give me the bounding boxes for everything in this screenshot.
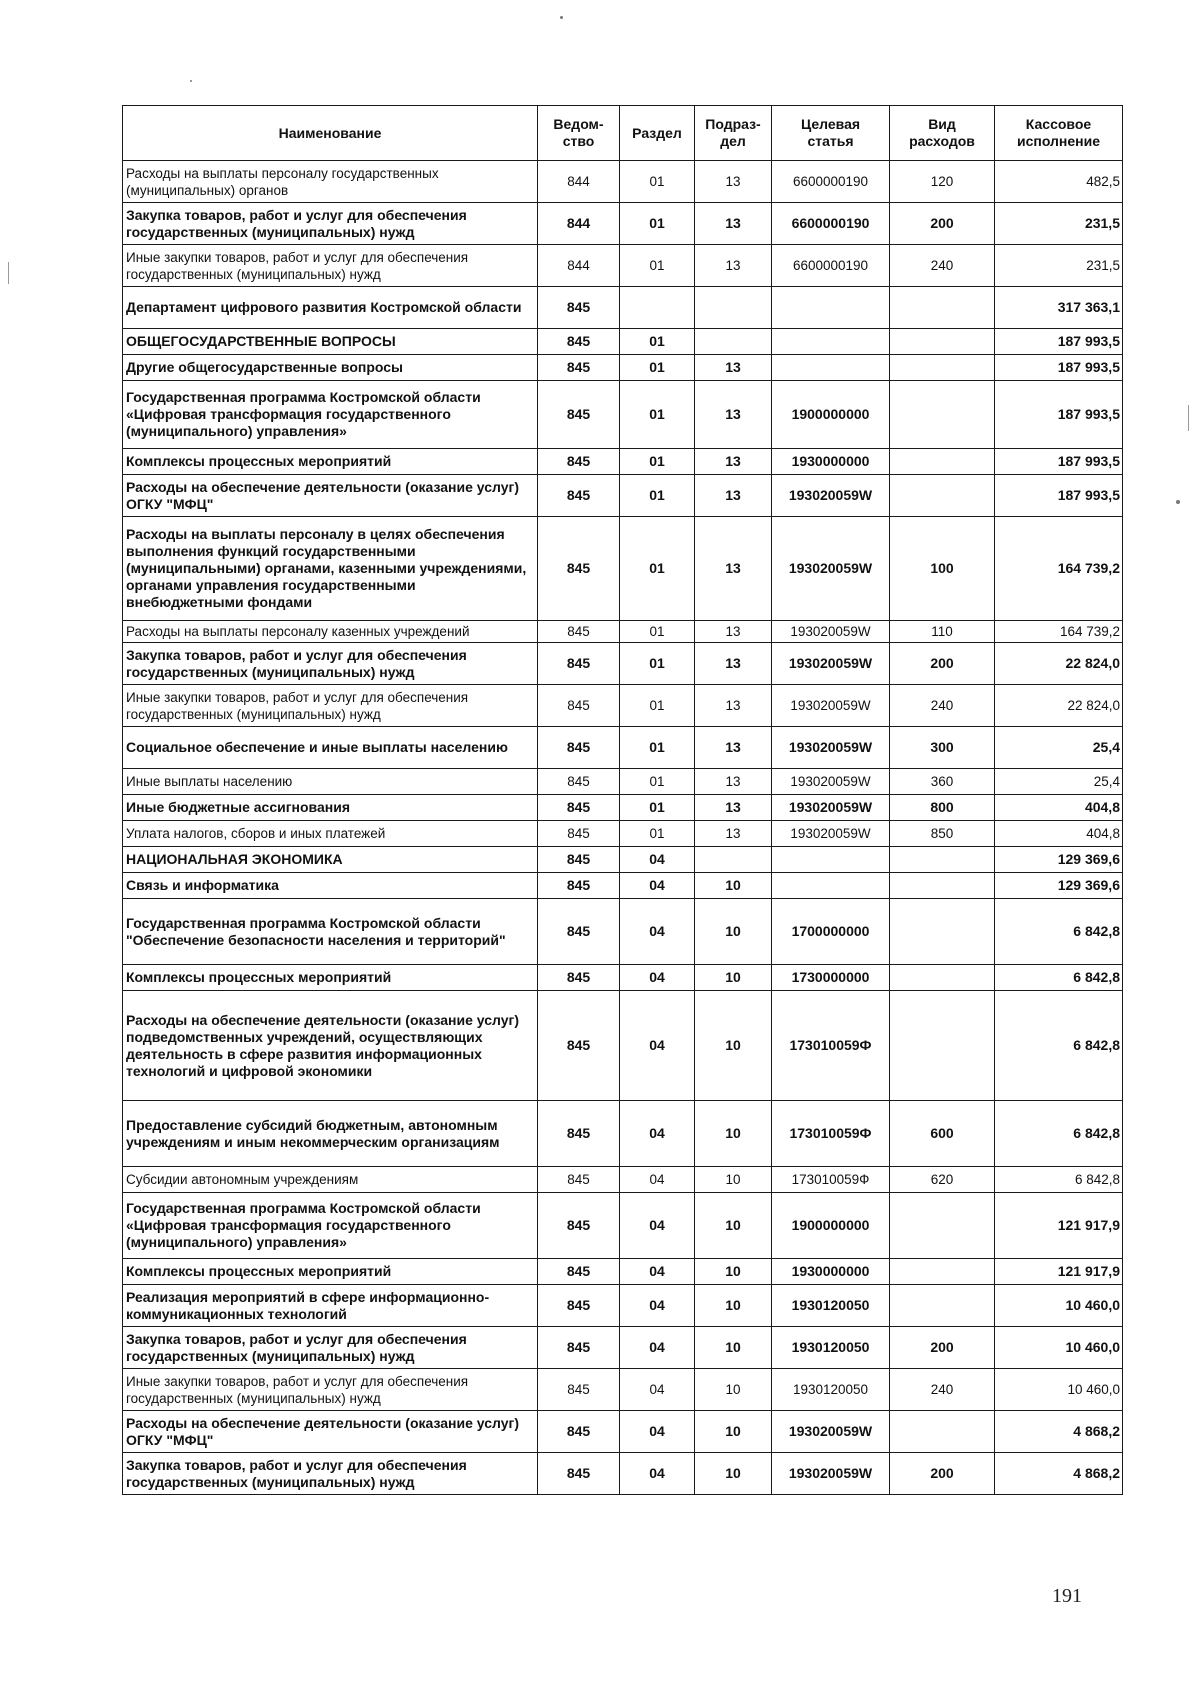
vid-cell: 800	[890, 795, 995, 821]
podrazdel-cell: 10	[695, 1193, 772, 1259]
statya-cell: 193020059W	[772, 685, 890, 727]
table-row	[123, 873, 1123, 899]
name: Расходы на обеспечение деятельности (оказание услуг) ОГКУ "МФЦ"	[123, 1411, 538, 1453]
amount-cell: 4 868,2	[995, 1411, 1123, 1453]
vid-cell	[890, 381, 995, 449]
table-row	[123, 899, 1123, 965]
table-body	[123, 161, 1123, 1495]
vid-cell	[890, 1259, 995, 1285]
amount-cell: 187 993,5	[995, 449, 1123, 475]
name: Комплексы процессных мероприятий	[123, 449, 538, 475]
table-row	[123, 1369, 1123, 1411]
statya-cell: 1930120050	[772, 1369, 890, 1411]
amount-cell: 10 460,0	[995, 1327, 1123, 1369]
podrazdel-cell: 13	[695, 727, 772, 769]
statya-cell: 1930000000	[772, 1259, 890, 1285]
vid-cell: 100	[890, 517, 995, 621]
statya-cell: 6600000190	[772, 161, 890, 203]
razdel-cell: 04	[620, 1453, 695, 1495]
vedomstvo-cell: 845	[538, 899, 620, 965]
razdel-cell: 01	[620, 795, 695, 821]
name: Иные бюджетные ассигнования	[123, 795, 538, 821]
name: НАЦИОНАЛЬНАЯ ЭКОНОМИКА	[123, 847, 538, 873]
amount-cell: 187 993,5	[995, 381, 1123, 449]
vedomstvo-cell: 845	[538, 1369, 620, 1411]
vid-cell	[890, 475, 995, 517]
amount-cell: 121 917,9	[995, 1193, 1123, 1259]
vedomstvo-cell: 845	[538, 965, 620, 991]
podrazdel-cell: 13	[695, 795, 772, 821]
podrazdel-cell: 13	[695, 769, 772, 795]
vid-cell: 200	[890, 1327, 995, 1369]
podrazdel-cell	[695, 287, 772, 329]
header-statya: Целевая статья	[772, 106, 890, 161]
razdel-cell: 01	[620, 245, 695, 287]
vedomstvo-cell: 845	[538, 685, 620, 727]
podrazdel-cell: 10	[695, 1369, 772, 1411]
vid-cell: 850	[890, 821, 995, 847]
podrazdel-cell: 10	[695, 965, 772, 991]
podrazdel-cell: 10	[695, 991, 772, 1101]
amount-cell: 6 842,8	[995, 899, 1123, 965]
statya-cell: 193020059W	[772, 1453, 890, 1495]
vedomstvo-cell: 845	[538, 991, 620, 1101]
statya-cell: 193020059W	[772, 621, 890, 643]
amount-cell: 4 868,2	[995, 1453, 1123, 1495]
statya-cell: 1930120050	[772, 1327, 890, 1369]
statya-cell: 173010059Ф	[772, 991, 890, 1101]
statya-cell: 173010059Ф	[772, 1167, 890, 1193]
statya-cell: 6600000190	[772, 245, 890, 287]
vedomstvo-cell: 844	[538, 245, 620, 287]
vid-cell	[890, 355, 995, 381]
statya-cell	[772, 355, 890, 381]
table-row	[123, 287, 1123, 329]
amount-cell: 187 993,5	[995, 475, 1123, 517]
table-row	[123, 203, 1123, 245]
name: Государственная программа Костромской области «Цифровая трансформация государственного (муниципального) управления»	[123, 1193, 538, 1259]
statya-cell: 193020059W	[772, 795, 890, 821]
amount-cell: 25,4	[995, 769, 1123, 795]
table-row	[123, 769, 1123, 795]
amount-cell: 404,8	[995, 795, 1123, 821]
name: Государственная программа Костромской области "Обеспечение безопасности населения и территорий"	[123, 899, 538, 965]
razdel-cell: 01	[620, 381, 695, 449]
vid-cell	[890, 965, 995, 991]
podrazdel-cell: 13	[695, 449, 772, 475]
vedomstvo-cell: 845	[538, 329, 620, 355]
header-ispolnenie: Кассовое исполнение	[995, 106, 1123, 161]
table-row	[123, 1285, 1123, 1327]
name: Иные закупки товаров, работ и услуг для обеспечения государственных (муниципальных) нужд	[123, 245, 538, 287]
name: Уплата налогов, сборов и иных платежей	[123, 821, 538, 847]
statya-cell: 193020059W	[772, 821, 890, 847]
amount-cell: 6 842,8	[995, 991, 1123, 1101]
name: Государственная программа Костромской области «Цифровая трансформация государственного (муниципального) управления»	[123, 381, 538, 449]
name: Связь и информатика	[123, 873, 538, 899]
podrazdel-cell: 10	[695, 899, 772, 965]
razdel-cell	[620, 287, 695, 329]
table-row	[123, 381, 1123, 449]
table-row	[123, 329, 1123, 355]
name: Расходы на обеспечение деятельности (оказание услуг) подведомственных учреждений, осуществляющих деятельность в сфере развития информационных технологий и цифровой экономики	[123, 991, 538, 1101]
vid-cell: 240	[890, 1369, 995, 1411]
amount-cell: 129 369,6	[995, 847, 1123, 873]
vid-cell	[890, 329, 995, 355]
statya-cell	[772, 873, 890, 899]
podrazdel-cell: 10	[695, 1259, 772, 1285]
statya-cell: 193020059W	[772, 643, 890, 685]
amount-cell: 10 460,0	[995, 1369, 1123, 1411]
statya-cell: 1900000000	[772, 381, 890, 449]
razdel-cell: 01	[620, 161, 695, 203]
amount-cell: 10 460,0	[995, 1285, 1123, 1327]
amount-cell: 121 917,9	[995, 1259, 1123, 1285]
vid-cell: 110	[890, 621, 995, 643]
amount-cell: 129 369,6	[995, 873, 1123, 899]
amount-cell: 25,4	[995, 727, 1123, 769]
name: Комплексы процессных мероприятий	[123, 1259, 538, 1285]
statya-cell: 1730000000	[772, 965, 890, 991]
scan-mark	[8, 262, 9, 284]
podrazdel-cell: 10	[695, 1285, 772, 1327]
vedomstvo-cell: 845	[538, 355, 620, 381]
razdel-cell: 04	[620, 1369, 695, 1411]
vedomstvo-cell: 845	[538, 821, 620, 847]
podrazdel-cell: 10	[695, 1101, 772, 1167]
amount-cell: 6 842,8	[995, 965, 1123, 991]
statya-cell: 6600000190	[772, 203, 890, 245]
vedomstvo-cell: 844	[538, 161, 620, 203]
amount-cell: 22 824,0	[995, 643, 1123, 685]
vid-cell: 620	[890, 1167, 995, 1193]
razdel-cell: 01	[620, 355, 695, 381]
table-row	[123, 1259, 1123, 1285]
podrazdel-cell: 10	[695, 1327, 772, 1369]
amount-cell: 482,5	[995, 161, 1123, 203]
table-row	[123, 475, 1123, 517]
vedomstvo-cell: 845	[538, 1453, 620, 1495]
statya-cell: 1930120050	[772, 1285, 890, 1327]
vid-cell	[890, 287, 995, 329]
podrazdel-cell: 10	[695, 873, 772, 899]
vid-cell: 120	[890, 161, 995, 203]
table-row	[123, 685, 1123, 727]
vid-cell: 200	[890, 643, 995, 685]
razdel-cell: 04	[620, 991, 695, 1101]
header-name: Наименование	[123, 106, 538, 161]
vid-cell	[890, 873, 995, 899]
razdel-cell: 04	[620, 847, 695, 873]
name: Расходы на выплаты персоналу в целях обеспечения выполнения функций государственными (муниципальными) органами, казенными учреждениями, органами управления государственными внебюджетными фондами	[123, 517, 538, 621]
podrazdel-cell: 13	[695, 621, 772, 643]
vedomstvo-cell: 845	[538, 287, 620, 329]
statya-cell: 173010059Ф	[772, 1101, 890, 1167]
table-row	[123, 1101, 1123, 1167]
name: Департамент цифрового развития Костромской области	[123, 287, 538, 329]
table-row	[123, 245, 1123, 287]
table-row	[123, 821, 1123, 847]
name: Комплексы процессных мероприятий	[123, 965, 538, 991]
vedomstvo-cell: 845	[538, 1411, 620, 1453]
vid-cell: 200	[890, 1453, 995, 1495]
scan-mark	[1188, 405, 1189, 431]
vedomstvo-cell: 845	[538, 769, 620, 795]
vedomstvo-cell: 845	[538, 795, 620, 821]
statya-cell: 193020059W	[772, 1411, 890, 1453]
table-row	[123, 449, 1123, 475]
name: Предоставление субсидий бюджетным, автономным учреждениям и иным некоммерческим организациям	[123, 1101, 538, 1167]
podrazdel-cell: 13	[695, 643, 772, 685]
razdel-cell: 01	[620, 685, 695, 727]
name: Другие общегосударственные вопросы	[123, 355, 538, 381]
amount-cell: 164 739,2	[995, 621, 1123, 643]
razdel-cell: 04	[620, 965, 695, 991]
podrazdel-cell: 13	[695, 475, 772, 517]
statya-cell	[772, 847, 890, 873]
table-row	[123, 1327, 1123, 1369]
table-row	[123, 643, 1123, 685]
name: Иные выплаты населению	[123, 769, 538, 795]
scan-speck	[560, 16, 563, 19]
amount-cell: 231,5	[995, 203, 1123, 245]
vedomstvo-cell: 845	[538, 873, 620, 899]
podrazdel-cell: 13	[695, 203, 772, 245]
table-row	[123, 1193, 1123, 1259]
statya-cell	[772, 329, 890, 355]
table-row	[123, 161, 1123, 203]
vedomstvo-cell: 845	[538, 727, 620, 769]
table-row	[123, 517, 1123, 621]
table-row	[123, 847, 1123, 873]
vedomstvo-cell: 845	[538, 449, 620, 475]
vid-cell: 600	[890, 1101, 995, 1167]
vedomstvo-cell: 845	[538, 621, 620, 643]
header-razdel: Раздел	[620, 106, 695, 161]
vid-cell	[890, 1285, 995, 1327]
vid-cell: 300	[890, 727, 995, 769]
statya-cell: 193020059W	[772, 727, 890, 769]
name: Расходы на выплаты персоналу казенных учреждений	[123, 621, 538, 643]
vedomstvo-cell: 845	[538, 847, 620, 873]
vid-cell	[890, 991, 995, 1101]
vedomstvo-cell: 845	[538, 1167, 620, 1193]
name: Закупка товаров, работ и услуг для обеспечения государственных (муниципальных) нужд	[123, 1327, 538, 1369]
podrazdel-cell: 13	[695, 245, 772, 287]
name: ОБЩЕГОСУДАРСТВЕННЫЕ ВОПРОСЫ	[123, 329, 538, 355]
vedomstvo-cell: 845	[538, 381, 620, 449]
name: Реализация мероприятий в сфере информационно-коммуникационных технологий	[123, 1285, 538, 1327]
vid-cell: 360	[890, 769, 995, 795]
podrazdel-cell: 13	[695, 381, 772, 449]
vedomstvo-cell: 845	[538, 1193, 620, 1259]
podrazdel-cell	[695, 329, 772, 355]
razdel-cell: 04	[620, 1193, 695, 1259]
name: Расходы на выплаты персоналу государственных (муниципальных) органов	[123, 161, 538, 203]
table-row	[123, 621, 1123, 643]
razdel-cell: 01	[620, 727, 695, 769]
page-number: 191	[1052, 1585, 1082, 1607]
scan-speck	[190, 80, 192, 82]
statya-cell	[772, 287, 890, 329]
razdel-cell: 01	[620, 769, 695, 795]
podrazdel-cell: 13	[695, 517, 772, 621]
amount-cell: 187 993,5	[995, 329, 1123, 355]
amount-cell: 317 363,1	[995, 287, 1123, 329]
vedomstvo-cell: 845	[538, 643, 620, 685]
vid-cell	[890, 1411, 995, 1453]
amount-cell: 6 842,8	[995, 1167, 1123, 1193]
name: Закупка товаров, работ и услуг для обеспечения государственных (муниципальных) нужд	[123, 643, 538, 685]
statya-cell: 1930000000	[772, 449, 890, 475]
vid-cell	[890, 449, 995, 475]
podrazdel-cell: 10	[695, 1453, 772, 1495]
podrazdel-cell: 13	[695, 355, 772, 381]
vid-cell	[890, 1193, 995, 1259]
razdel-cell: 04	[620, 899, 695, 965]
name: Закупка товаров, работ и услуг для обеспечения государственных (муниципальных) нужд	[123, 203, 538, 245]
table-row	[123, 1453, 1123, 1495]
table-header-row	[123, 106, 1123, 161]
amount-cell: 164 739,2	[995, 517, 1123, 621]
amount-cell: 22 824,0	[995, 685, 1123, 727]
header-vid: Вид расходов	[890, 106, 995, 161]
name: Расходы на обеспечение деятельности (оказание услуг) ОГКУ "МФЦ"	[123, 475, 538, 517]
name: Иные закупки товаров, работ и услуг для обеспечения государственных (муниципальных) нужд	[123, 1369, 538, 1411]
podrazdel-cell: 10	[695, 1167, 772, 1193]
razdel-cell: 01	[620, 821, 695, 847]
table-row	[123, 1411, 1123, 1453]
razdel-cell: 01	[620, 449, 695, 475]
vedomstvo-cell: 845	[538, 475, 620, 517]
razdel-cell: 04	[620, 1411, 695, 1453]
razdel-cell: 04	[620, 1259, 695, 1285]
statya-cell: 1900000000	[772, 1193, 890, 1259]
table-row	[123, 965, 1123, 991]
razdel-cell: 01	[620, 517, 695, 621]
header-podrazdel: Подраз- дел	[695, 106, 772, 161]
statya-cell: 193020059W	[772, 517, 890, 621]
vedomstvo-cell: 845	[538, 1259, 620, 1285]
name: Иные закупки товаров, работ и услуг для обеспечения государственных (муниципальных) нужд	[123, 685, 538, 727]
podrazdel-cell: 13	[695, 161, 772, 203]
table-row	[123, 991, 1123, 1101]
table-row	[123, 1167, 1123, 1193]
razdel-cell: 01	[620, 621, 695, 643]
scan-speck	[1176, 500, 1180, 504]
header-vedomstvo: Ведом- ство	[538, 106, 620, 161]
razdel-cell: 01	[620, 643, 695, 685]
vid-cell	[890, 847, 995, 873]
statya-cell: 193020059W	[772, 769, 890, 795]
vedomstvo-cell: 844	[538, 203, 620, 245]
amount-cell: 187 993,5	[995, 355, 1123, 381]
podrazdel-cell	[695, 847, 772, 873]
budget-execution-table	[122, 105, 1123, 1495]
vedomstvo-cell: 845	[538, 517, 620, 621]
vedomstvo-cell: 845	[538, 1327, 620, 1369]
vid-cell: 240	[890, 685, 995, 727]
podrazdel-cell: 13	[695, 685, 772, 727]
podrazdel-cell: 13	[695, 821, 772, 847]
statya-cell: 193020059W	[772, 475, 890, 517]
vid-cell: 200	[890, 203, 995, 245]
vid-cell	[890, 899, 995, 965]
amount-cell: 404,8	[995, 821, 1123, 847]
razdel-cell: 01	[620, 203, 695, 245]
podrazdel-cell: 10	[695, 1411, 772, 1453]
vid-cell: 240	[890, 245, 995, 287]
name: Субсидии автономным учреждениям	[123, 1167, 538, 1193]
table-row	[123, 355, 1123, 381]
razdel-cell: 01	[620, 329, 695, 355]
razdel-cell: 04	[620, 1285, 695, 1327]
statya-cell: 1700000000	[772, 899, 890, 965]
table-row	[123, 795, 1123, 821]
vedomstvo-cell: 845	[538, 1101, 620, 1167]
name: Закупка товаров, работ и услуг для обеспечения государственных (муниципальных) нужд	[123, 1453, 538, 1495]
razdel-cell: 04	[620, 1327, 695, 1369]
amount-cell: 231,5	[995, 245, 1123, 287]
razdel-cell: 01	[620, 475, 695, 517]
vedomstvo-cell: 845	[538, 1285, 620, 1327]
amount-cell: 6 842,8	[995, 1101, 1123, 1167]
razdel-cell: 04	[620, 873, 695, 899]
razdel-cell: 04	[620, 1101, 695, 1167]
razdel-cell: 04	[620, 1167, 695, 1193]
table-row	[123, 727, 1123, 769]
name: Социальное обеспечение и иные выплаты населению	[123, 727, 538, 769]
